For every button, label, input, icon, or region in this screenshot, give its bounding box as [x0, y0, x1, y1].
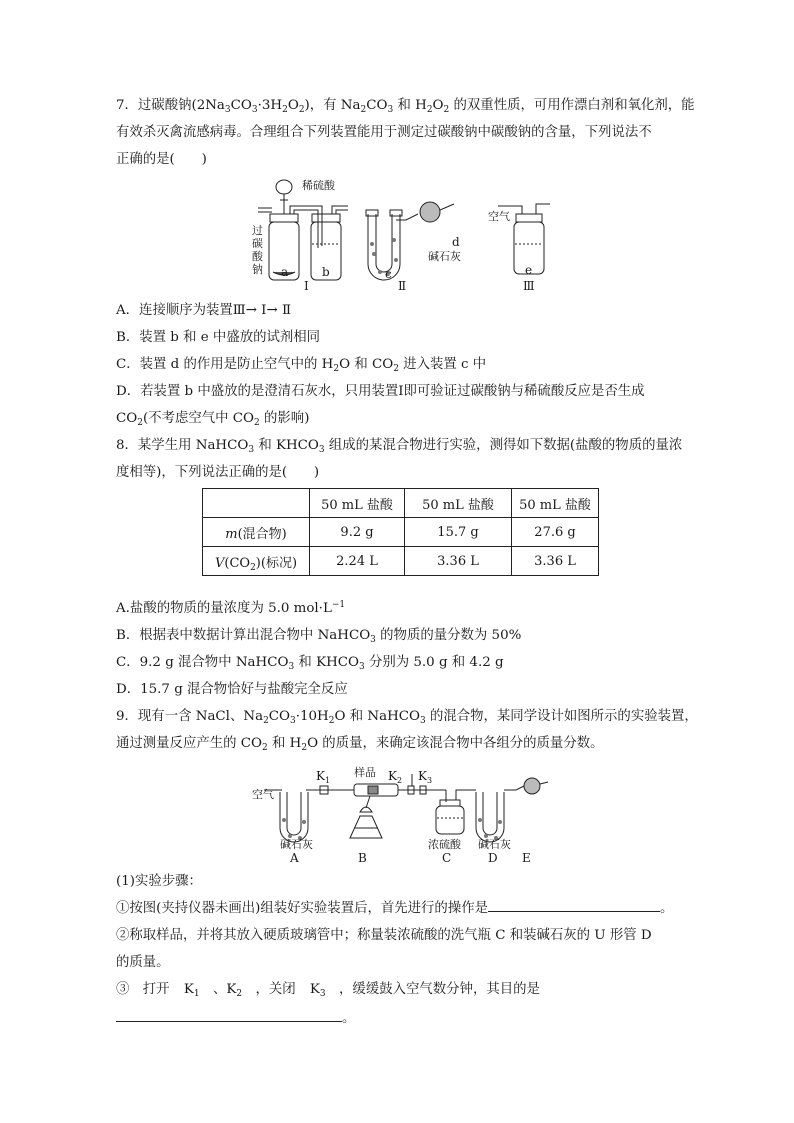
q9-step-3-line2: 。 — [116, 1005, 678, 1032]
q9-step-1: ①按图(夹持仪器未画出)组装好实验装置后，首先进行的操作是 。 — [116, 895, 678, 922]
table-cell: 50 mL 盐酸 — [512, 489, 599, 518]
table-cell: 50 mL 盐酸 — [405, 489, 512, 518]
label-set-III: Ⅲ — [523, 279, 535, 293]
q8-option-b: B．根据表中数据计算出混合物中 NaHCO$_3$ 的物质的量分数为 50% — [116, 628, 522, 645]
q8-stem-line2: 度相等)，下列说法正确的是( ) — [116, 465, 320, 480]
q7-option-c: C．装置 d 的作用是防止空气中的 $H_2O$ 和 $CO_2$ 进入装置 c 中 — [116, 357, 487, 374]
label-k1: $K_1$ — [316, 769, 331, 785]
q8-stem-line1: 8．某学生用 NaHCO$_3$ 和 $KHCO_3$ 组成的某混合物进行实验，测得如下数据(盐酸的物质的量浓 — [116, 438, 683, 455]
q7-stem-line3: 正确的是( ) — [116, 152, 207, 167]
label-soda-lime-a: 碱石灰 — [280, 838, 313, 851]
label-sodium-2: 碳 — [252, 237, 263, 250]
label-k2: $K_2$ — [388, 769, 403, 785]
label-E: E — [522, 851, 531, 865]
q8-option-c: C．9.2 g 混合物中 NaHCO$_3$ 和 $KHCO_3$ 分别为 5.0 g 和 4.2 g — [116, 655, 504, 672]
label-a: a — [281, 265, 289, 279]
q9-step-2-line2: 的质量。 — [116, 955, 170, 970]
table-row — [203, 518, 599, 547]
q8-data-table — [202, 488, 599, 576]
q7-apparatus-figure — [248, 174, 558, 296]
q7-option-d-line2: $CO_2$(不考虑空气中 $CO_2$ 的影响) — [116, 411, 310, 428]
table-cell: 2.24 L — [310, 547, 405, 576]
table-row-label: m(混合物) — [203, 518, 310, 547]
label-B: B — [358, 851, 367, 865]
table-cell: 3.36 L — [405, 547, 512, 576]
table-row-label: $V(CO_2)$(标况) — [203, 547, 310, 576]
label-D: D — [488, 851, 498, 865]
label-sodium-3: 酸 — [252, 250, 263, 263]
label-dilute-sulfuric-acid: 稀硫酸 — [302, 179, 335, 192]
q7-stem-line2: 有效杀灭禽流感病毒。合理组合下列装置能用于测定过碳酸钠中碳酸钠的含量，下列说法不 — [116, 125, 652, 140]
label-air: 空气 — [488, 210, 510, 223]
label-sodium-4: 钠 — [252, 263, 263, 276]
answer-blank-2[interactable] — [116, 1006, 342, 1022]
table-cell: 3.36 L — [512, 547, 599, 576]
label-sodium-1: 过 — [252, 224, 263, 237]
q9-step-2-line1: ②称取样品，并将其放入硬质玻璃管中；称量装浓硫酸的洗气瓶 C 和装碱石灰的 U 形管 D — [116, 928, 652, 943]
label-e: e — [525, 263, 533, 277]
q7-option-d-line1: D．若装置 b 中盛放的是澄清石灰水，只用装置Ⅰ即可验证过碳酸钠与稀硫酸反应是否生成 — [116, 384, 645, 399]
q9-stem-line2: 通过测量反应产生的 $CO_2$ 和 $H_2O$ 的质量，来确定该混合物中各组分的质量分数。 — [116, 736, 604, 753]
label-set-II: Ⅱ — [398, 279, 407, 293]
q8-option-a: A.盐酸的物质的量浓度为 5.0 $mol\cdot L^{-1}$ — [116, 600, 346, 616]
label-soda-lime-d: 碱石灰 — [478, 838, 511, 851]
table-cell — [203, 489, 310, 518]
label-k3: $K_3$ — [418, 769, 433, 785]
label-C: C — [442, 851, 452, 865]
label-d: d — [452, 235, 460, 249]
label-b: b — [322, 265, 330, 279]
q7-option-b: B．装置 b 和 e 中盛放的试剂相同 — [116, 330, 321, 345]
label-soda-lime: 碱石灰 — [428, 250, 461, 263]
q9-stem-line1: 9．现有一含 NaCl、$Na_2CO_3\cdot 10H_2O$ 和 NaHCO$_3$ 的混合物，某同学设计如图所示的实验装置， — [116, 709, 698, 726]
table-row — [203, 547, 599, 576]
q9-step-3-line1: ③ 打开 $K_1$ 、$K_2$ ，关闭 $K_3$ ，缓缓鼓入空气数分钟，其目的是 — [116, 982, 540, 999]
q9-step-title: (1)实验步骤： — [116, 874, 202, 889]
label-A: A — [290, 851, 299, 865]
q8-option-d: D．15.7 g 混合物恰好与盐酸完全反应 — [116, 682, 348, 697]
label-c: c — [385, 267, 392, 281]
table-cell: 15.7 g — [405, 518, 512, 547]
label-sample: 样品 — [354, 766, 376, 779]
q7-option-a: A．连接顺序为装置Ⅲ→ Ⅰ→ Ⅱ — [116, 303, 292, 318]
table-row — [203, 489, 599, 518]
answer-blank-1[interactable] — [488, 896, 660, 912]
label-set-I: Ⅰ — [304, 279, 309, 293]
table-cell: 27.6 g — [512, 518, 599, 547]
table-cell: 9.2 g — [310, 518, 405, 547]
label-conc-sulfuric-acid: 浓硫酸 — [428, 838, 461, 851]
q7-stem-line1: 7．过碳酸钠$(2Na_3CO_3\cdot 3H_2O_2)$，有 $Na_2CO_3$ 和 $H_2O_2$ 的双重性质，可用作漂白剂和氧化剂，能 — [116, 98, 695, 115]
label-air: 空气 — [252, 788, 274, 801]
table-cell: 50 mL 盐酸 — [310, 489, 405, 518]
q9-apparatus-figure — [250, 760, 550, 866]
